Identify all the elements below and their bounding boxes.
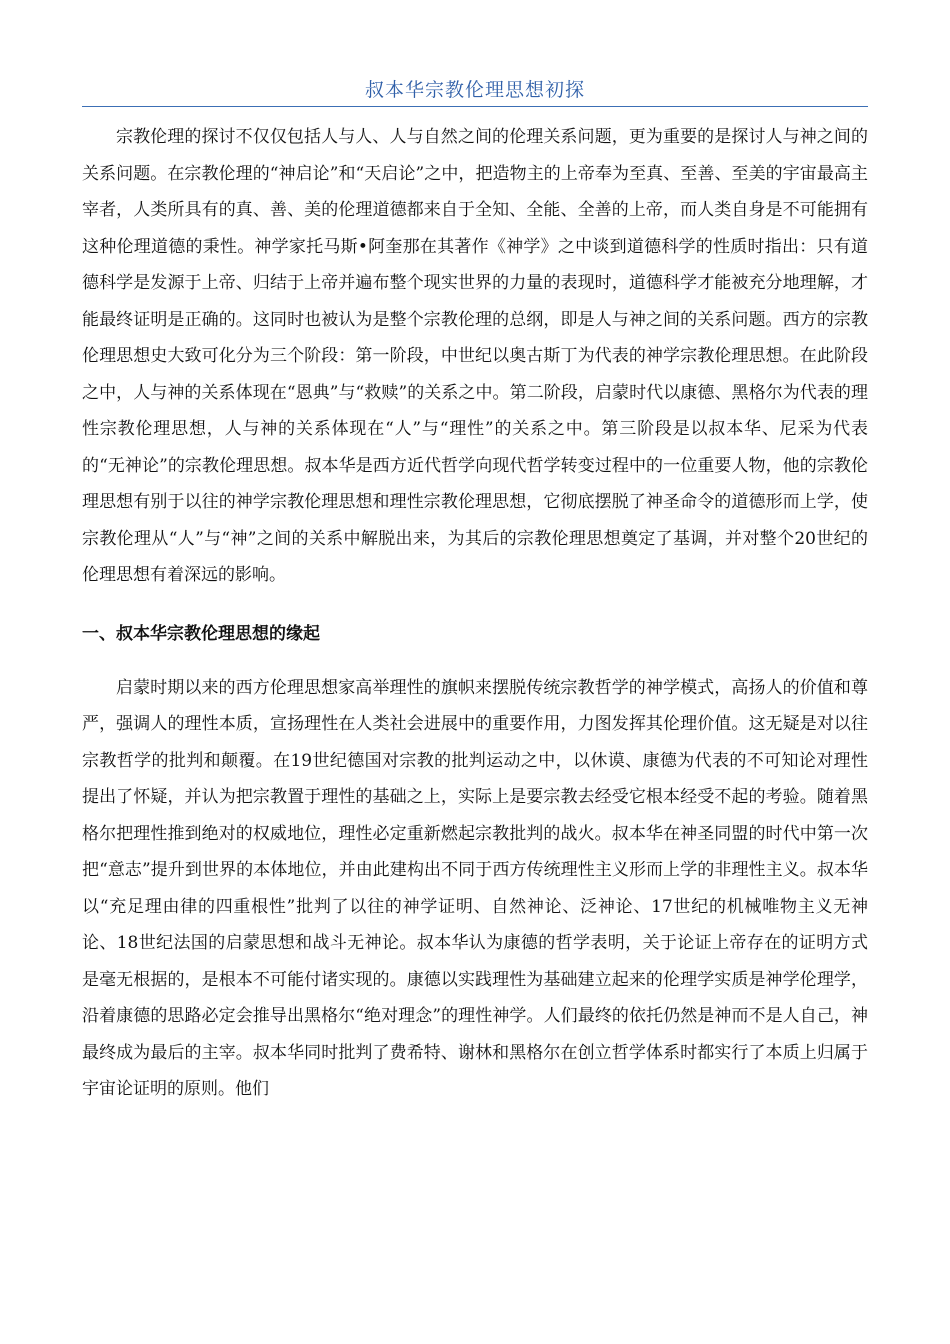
intro-paragraph: 宗教伦理的探讨不仅仅包括人与人、人与自然之间的伦理关系问题，更为重要的是探讨人与神之间的关系问题。在宗教伦理的“神启论”和“天启论”之中，把造物主的上帝奉为至真、至善、至美的宇宙最高主宰者，人类所具有的真、善、美的伦理道德都来自于全知、全能、全善的上帝，而人类自身是不可能拥有这种伦理道德的秉性。神学家托马斯•阿奎那在其著作《神学》之中谈到道德科学的性质时指出：只有道德科学是发源于上帝、归结于上帝并遍布整个现实世界的力量的表现时，道德科学才能被充分地理解，才能最终证明是正确的。这同时也被认为是整个宗教伦理的总纲，即是人与神之间的关系问题。西方的宗教伦理思想史大致可化分为三个阶段：第一阶段，中世纪以奥古斯丁为代表的神学宗教伦理思想。在此阶段之中，人与神的关系体现在“恩典”与“救赎”的关系之中。第二阶段，启蒙时代以康德、黑格尔为代表的理性宗教伦理思想，人与神的关系体现在“人”与“理性”的关系之中。第三阶段是以叔本华、尼采为代表的“无神论”的宗教伦理思想。叔本华是西方近代哲学向现代哲学转变过程中的一位重要人物，他的宗教伦理思想有别于以往的神学宗教伦理思想和理性宗教伦理思想，它彻底摆脱了神圣命令的道德形而上学，使宗教伦理从“人”与“神”之间的关系中解脱出来，为其后的宗教伦理思想奠定了基调，并对整个20世纪的伦理思想有着深远的影响。 xyxy=(82,127,868,585)
section-paragraph: 启蒙时期以来的西方伦理思想家高举理性的旗帜来摆脱传统宗教哲学的神学模式，高扬人的价值和尊严，强调人的理性本质，宣扬理性在人类社会进展中的重要作用，力图发挥其伦理价值。这无疑是对以往宗教哲学的批判和颠覆。在19世纪德国对宗教的批判运动之中，以休谟、康德为代表的不可知论对理性提出了怀疑，并认为把宗教置于理性的基础之上，实际上是要宗教去经受它根本经受不起的考验。随着黑格尔把理性推到绝对的权威地位，理性必定重新燃起宗教批判的战火。叔本华在神圣同盟的时代中第一次把“意志”提升到世界的本体地位，并由此建构出不同于西方传统理性主义形而上学的非理性主义。叔本华以“充足理由律的四重根性”批判了以往的神学证明、自然神论、泛神论、17世纪的机械唯物主义无神论、18世纪法国的启蒙思想和战斗无神论。叔本华认为康德的哲学表明，关于论证上帝存在的证明方式是毫无根据的，是根本不可能付诸实现的。康德以实践理性为基础建立起来的伦理学实质是神学伦理学，沿着康德的思路必定会推导出黑格尔“绝对理念”的理性神学。人们最终的依托仍然是神而不是人自己，神最终成为最后的主宰。叔本华同时批判了费希特、谢林和黑格尔在创立哲学体系时都实行了本质上归属于宇宙论证明的原则。他们 xyxy=(82,677,868,1099)
document-title: 叔本华宗教伦理思想初探 xyxy=(82,74,868,107)
section-heading: 一、叔本华宗教伦理思想的缘起 xyxy=(82,623,320,644)
document-page xyxy=(82,74,868,1108)
